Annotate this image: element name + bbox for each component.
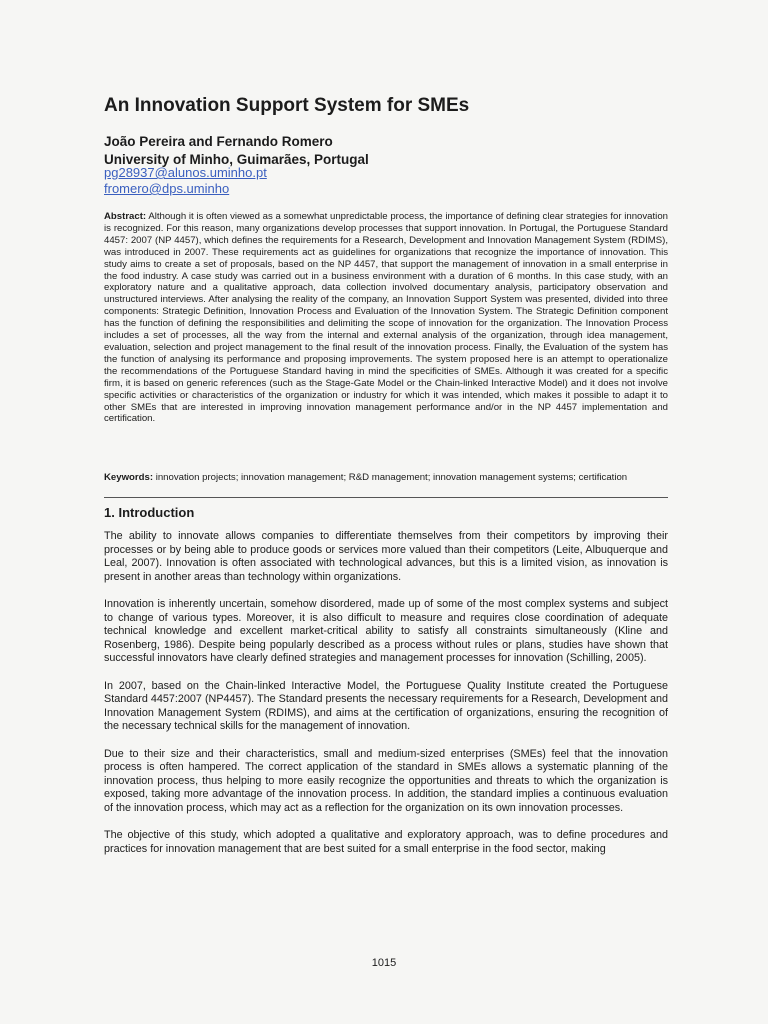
paragraph: The objective of this study, which adopted a qualitative and exploratory approach, was to define procedures and practices for innovation management that are best suited for a small enterprise in the food sector, making bbox=[104, 829, 668, 855]
abstract-text: Although it is often viewed as a somewhat unpredictable process, the importance of defining clear strategies for innovation is recognized. For this reason, many organizations develop processes that support innovation. In Portugal, the Portuguese Standard 4457: 2007 (NP 4457), which defines the requirements for a Research, Development and Innovation Management System (RDIMS), was introduced in 2007. These requirements act as guidelines for organizations that recognize the importance of innovation. This study aims to create a set of proposals, based on the NP 4457, that support the management of innovation in a small enterprise in the food industry. A case study was carried out in a business environment with a duration of 6 months. In this case study, with an exploratory nature and a qualitative approach, data collection involved documentary analysis, participatory observation and unstructured interviews. After analysing the reality of the company, an Innovation Support System was presented, divided into three components: Strategic Definition, Innovation Process and Evaluation of the Innovation System. The Strategic Definition component has the function of defining the responsibilities and delimiting the scope of innovation for the organization. The Innovation Process includes a set of processes, all the way from the internal and external analysis of the organization, through idea management, evaluation, selection and project management to the final result of the innovation process. Finally, the Evaluation of the system has the function of analysing its performance and proposing improvements. The system proposed here is an attempt to operationalize the recommendations of the Portuguese Standard having in mind the specificities of SMEs. Although it was created for a specific firm, it is based on generic references (such as the Stage-Gate Model or the Chain-linked Interactive Model) and it does not involve specific activities or characteristics of the organization or industry for which it was intended, which makes it possible to adapt it to other SMEs that are interested in improving innovation management performance and/or in the NP 4457 implementation and certification. bbox=[104, 211, 668, 425]
introduction-body bbox=[104, 530, 668, 870]
paragraph: The ability to innovate allows companies to differentiate themselves from their competitors by improving their processes or by being able to produce goods or services more valued than their competitors (Leite, Albuquerque and Leal, 2007). Innovation is often associated with technological advances, but this is a limited vision, as innovation is present in another areas than technology within organizations. bbox=[104, 530, 668, 583]
page-number: 1015 bbox=[371, 957, 397, 969]
author-affiliation: University of Minho, Guimarães, Portugal bbox=[104, 152, 369, 167]
paper-title: An Innovation Support System for SMEs bbox=[104, 95, 470, 116]
paragraph: Innovation is inherently uncertain, somehow disordered, made up of some of the most complex systems and subject to change of various types. Moreover, it is also difficult to measure and requires close coordination of adequate technical knowledge and excellent market-critical ability to satisfy all constraints simultaneously (Kline and Rosenberg, 1986). Despite being popularly described as a process without rules or plans, studies have shown that successful innovators have clearly defined strategies and management processes for innovation (Schilling, 2005). bbox=[104, 597, 668, 665]
keywords bbox=[104, 472, 668, 484]
paragraph: Due to their size and their characteristics, small and medium-sized enterprises (SMEs) feel that the innovation process is often hampered. The correct application of the standard in SMEs allows a systematic planning of the innovation process, thus helping to more easily recognize the opportunities and threats to which the organization is exposed, taking more advantage of the innovation process. In addition, the standard implies a continuous evaluation of the innovation process, which may act as a reflection for the organization on its own innovation processes. bbox=[104, 747, 668, 814]
abstract-label: Abstract: bbox=[104, 211, 147, 222]
keywords-text: innovation projects; innovation management; R&D management; innovation management systems; certification bbox=[155, 472, 628, 483]
author-names: João Pereira and Fernando Romero bbox=[104, 134, 333, 149]
paragraph: In 2007, based on the Chain-linked Interactive Model, the Portuguese Quality Institute created the Portuguese Standard 4457:2007 (NP4457). The Standard presents the necessary requirements for a Research, Development and Innovation Management System (RDIMS), and aims at the certification of organizations, ensuring the recognition of the necessary technical skills for the management of innovation. bbox=[104, 679, 668, 733]
section-heading-introduction: 1. Introduction bbox=[104, 505, 195, 520]
email-link-2[interactable]: fromero@dps.uminho bbox=[104, 181, 230, 196]
keywords-label: Keywords: bbox=[104, 472, 154, 483]
email-link-1[interactable]: pg28937@alunos.uminho.pt bbox=[104, 165, 267, 180]
abstract bbox=[104, 211, 668, 425]
author-block bbox=[104, 133, 369, 169]
section-divider bbox=[104, 497, 668, 498]
author-emails bbox=[104, 165, 267, 197]
